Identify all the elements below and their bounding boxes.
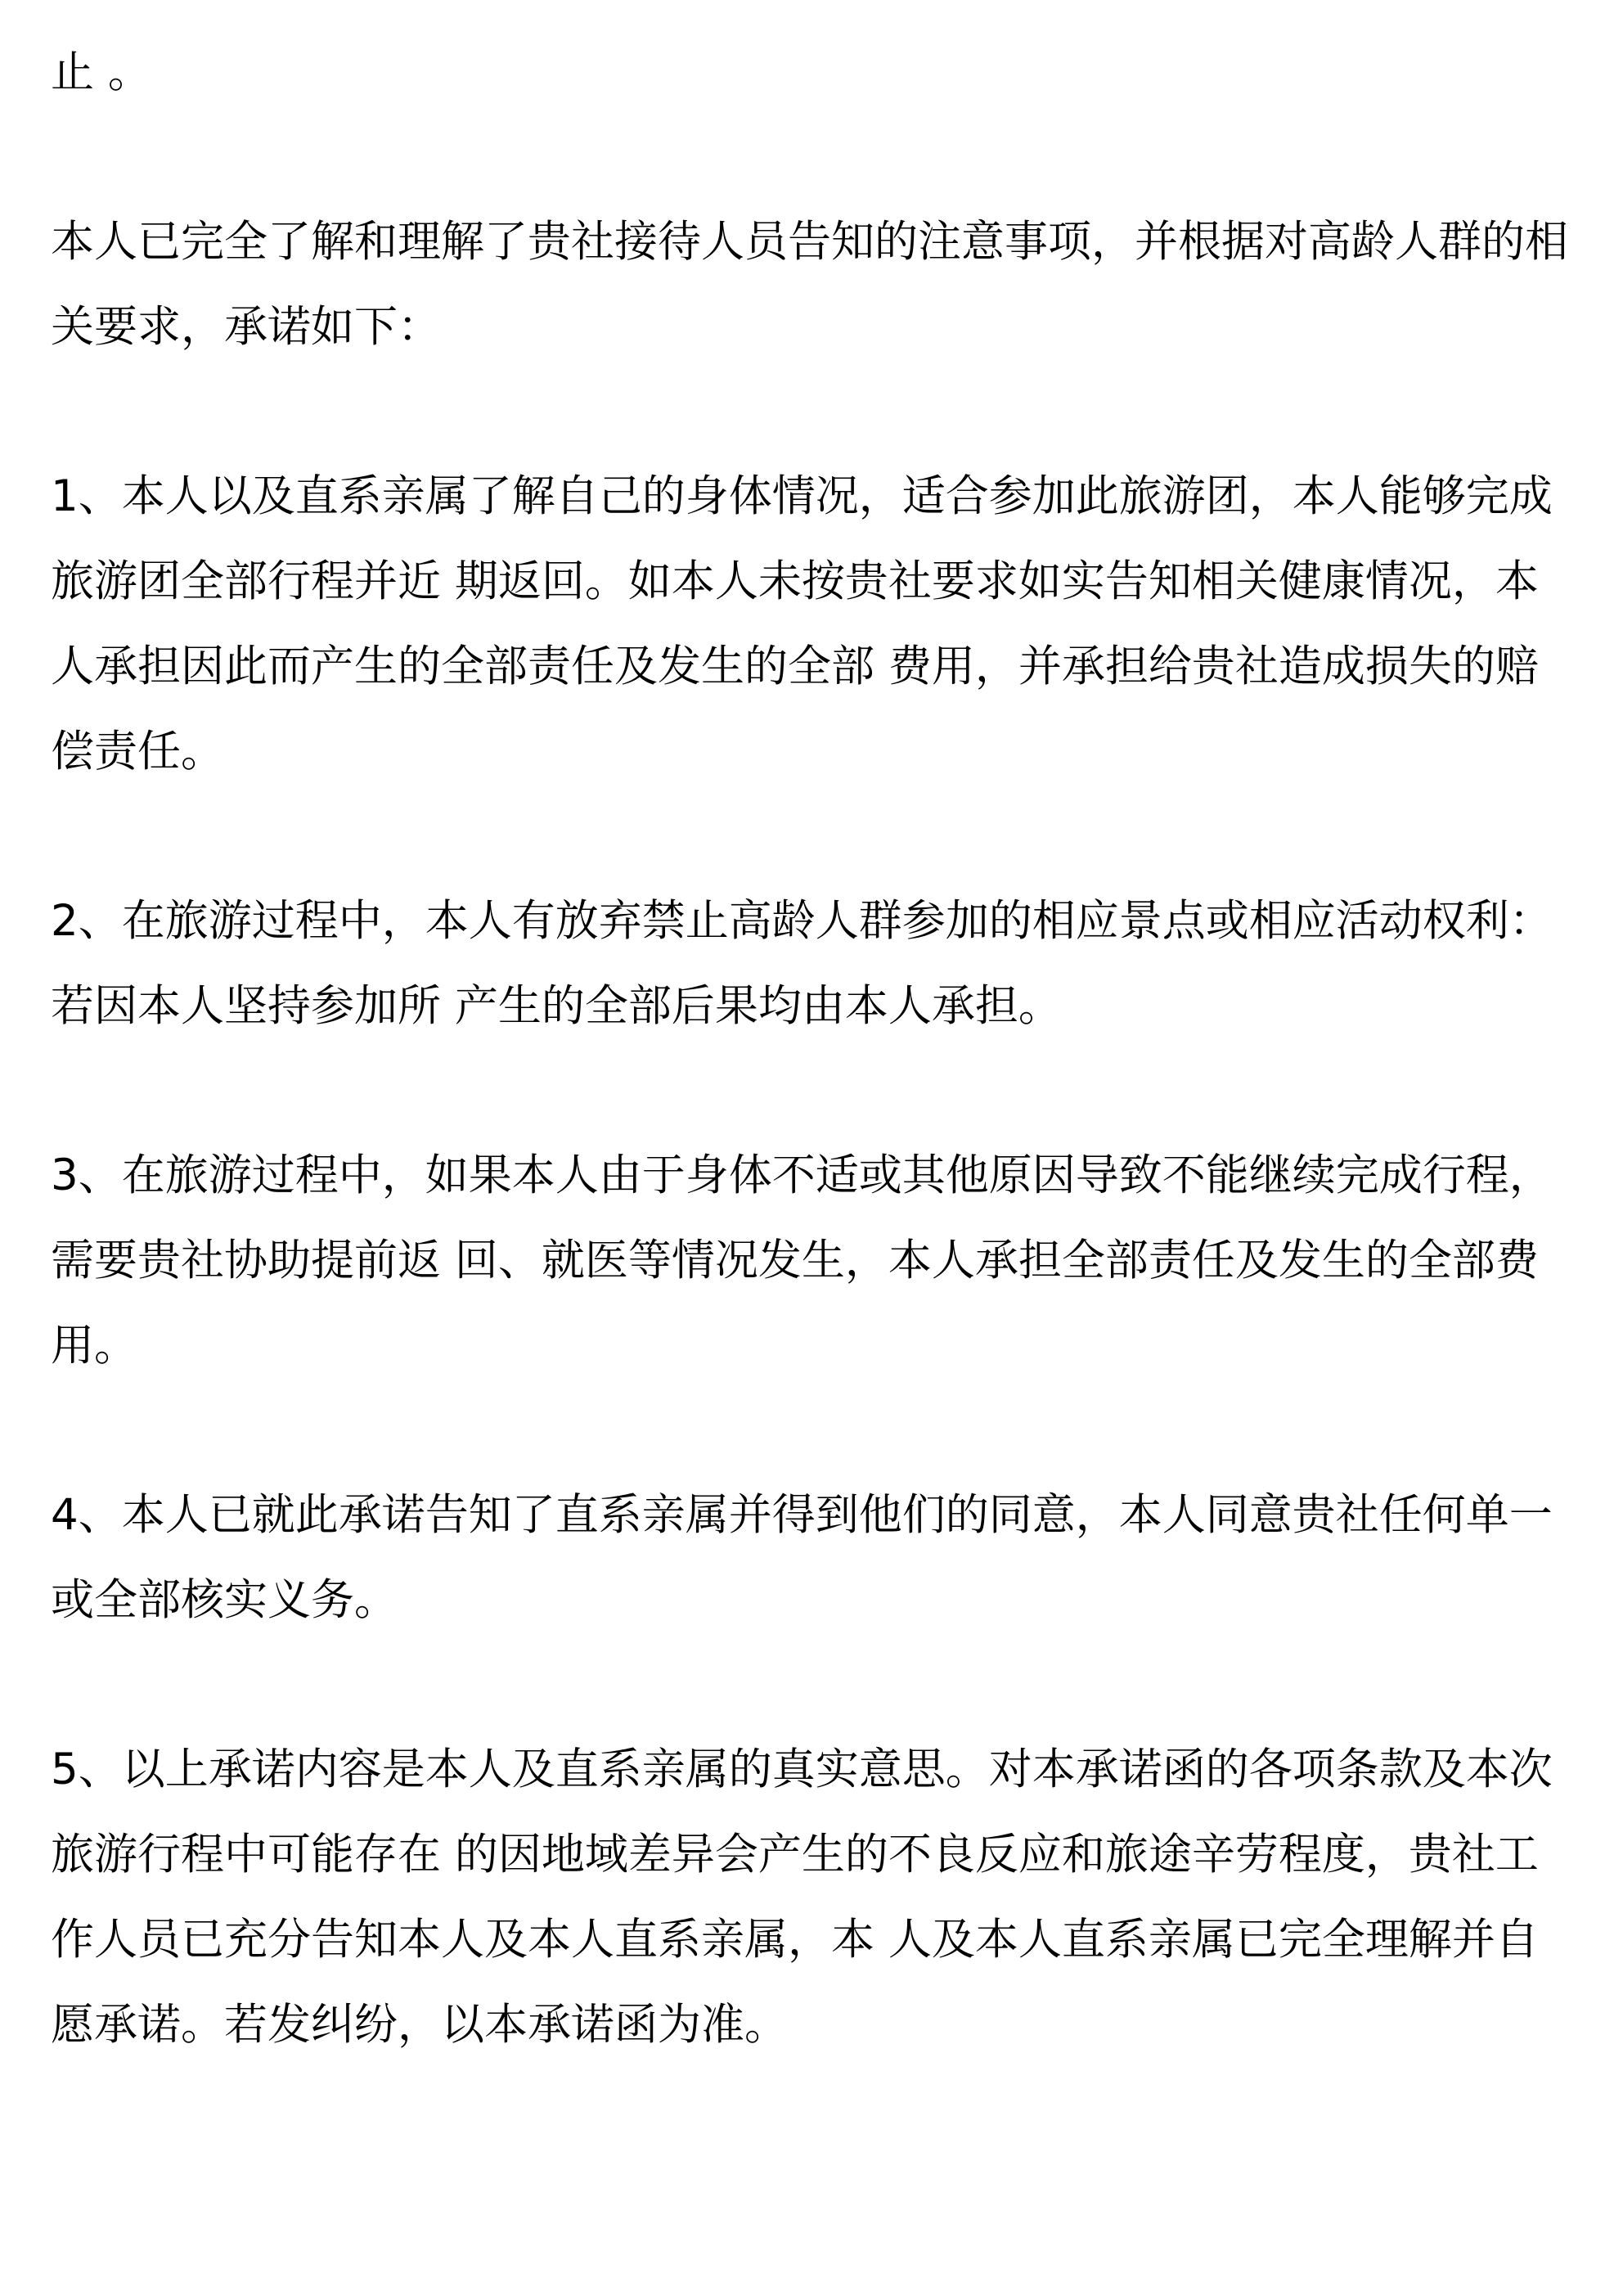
text-line: 2、在旅游过程中，本人有放弃禁止高龄人群参加的相应景点或相应活动权利： — [51, 896, 1553, 946]
paragraph-item-1 — [51, 454, 1589, 795]
paragraph-item-2 — [51, 879, 1589, 1049]
text-line: 1、本人以及直系亲属了解自己的身体情况，适合参加此旅游团，本人能够完成 — [51, 471, 1553, 521]
paragraph-item-4 — [51, 1473, 1589, 1643]
text-line: 作人员已充分告知本人及本人直系亲属，本 人及本人直系亲属已完全理解并自 — [51, 1915, 1539, 1965]
paragraph-intro — [51, 200, 1589, 370]
text-line: 5、以上承诺内容是本人及直系亲属的真实意思。对本承诺函的各项条款及本次 — [51, 1745, 1553, 1794]
text-line: 或全部核实义务。 — [51, 1575, 398, 1625]
text-line: 若因本人坚持参加所 产生的全部后果均由本人承担。 — [51, 981, 1062, 1031]
text-line: 止 。 — [51, 47, 151, 97]
text-line: 旅游行程中可能存在 的因地域差异会产生的不良反应和旅途辛劳程度，贵社工 — [51, 1830, 1539, 1880]
text-line: 4、本人已就此承诺告知了直系亲属并得到他们的同意，本人同意贵社任何单一 — [51, 1490, 1553, 1540]
text-line: 偿责任。 — [51, 727, 224, 777]
text-line: 人承担因此而产生的全部责任及发生的全部 费用，并承担给贵社造成损失的赔 — [51, 642, 1539, 691]
text-line: 愿承诺。若发纠纷，以本承诺函为准。 — [51, 2000, 788, 2050]
paragraph-item-5 — [51, 1727, 1589, 2068]
document-body — [51, 30, 1589, 2152]
paragraph-item-3 — [51, 1133, 1589, 1389]
text-line: 旅游团全部行程并近 期返回。如本人未按贵社要求如实告知相关健康情况，本 — [51, 556, 1539, 606]
text-line: 3、在旅游过程中，如果本人由于身体不适或其他原因导致不能继续完成行程， — [51, 1150, 1553, 1200]
text-line: 用。 — [51, 1321, 137, 1371]
text-line: 关要求，承诺如下： — [51, 302, 441, 352]
text-line: 本人已完全了解和理解了贵社接待人员告知的注意事项，并根据对高龄人群的相 — [51, 217, 1568, 267]
text-line: 需要贵社协助提前返 回、就医等情况发生，本人承担全部责任及发生的全部费 — [51, 1236, 1539, 1285]
paragraph-continuation — [51, 30, 1589, 115]
